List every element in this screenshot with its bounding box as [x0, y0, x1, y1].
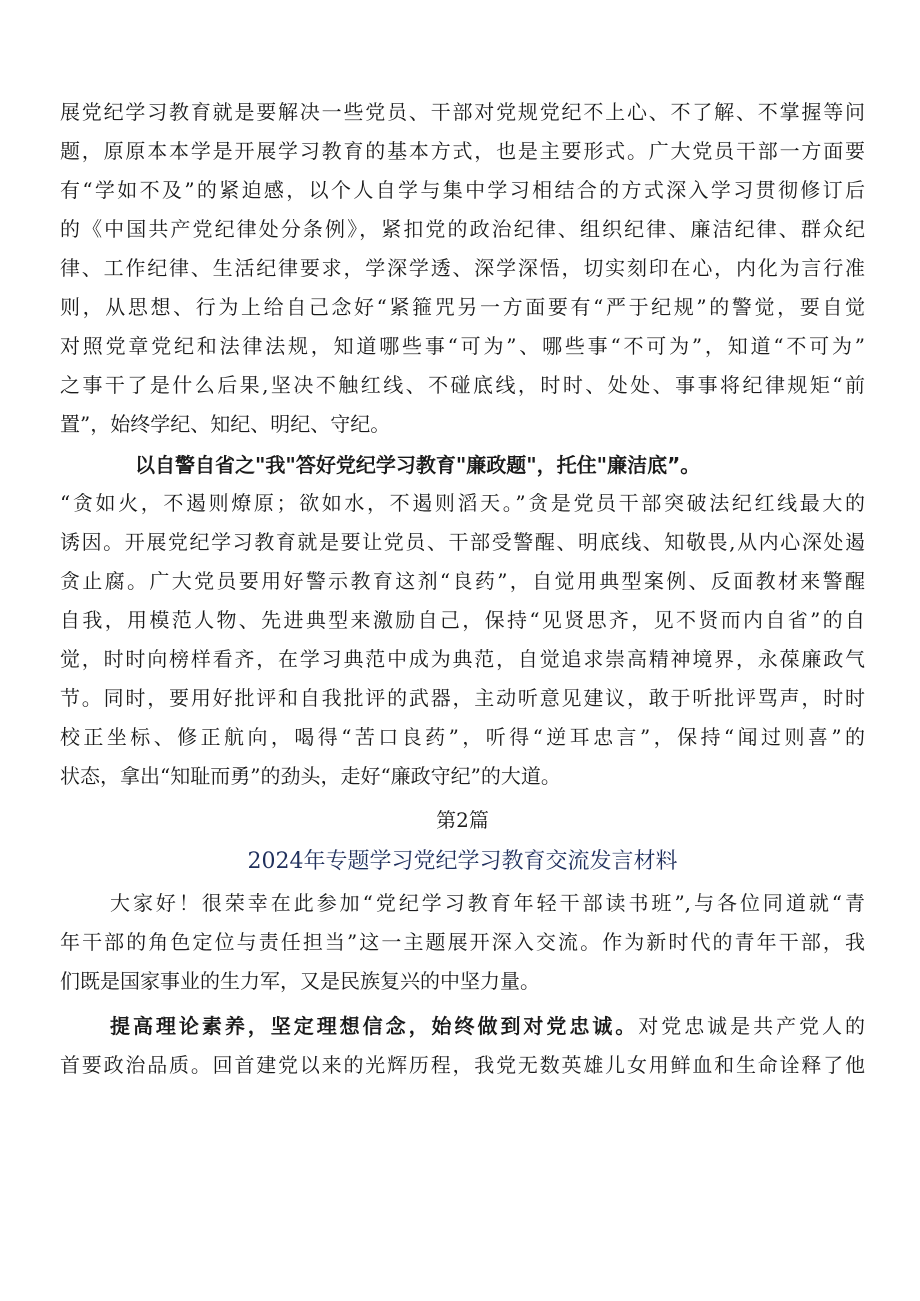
text-line: 自我，用模范人物、先进典型来激励自己，保持“见贤思齐，见不贤而内自省”的自: [60, 608, 865, 632]
text-line: 状态，拿出“知耻而勇”的劲头，走好“廉政守纪”的大道。: [60, 764, 561, 788]
text-line: 诱因。开展党纪学习教育就是要让党员、干部受警醒、明底线、知敬畏,从内心深处遏: [60, 530, 865, 554]
paragraph-study-discipline: [60, 93, 865, 444]
text-line: 觉，时时向榜样看齐，在学习典范中成为典范，自觉追求崇高精神境界，永葆廉政气: [60, 647, 865, 671]
text-line: [60, 1007, 865, 1046]
text-line: 置”，始终学纪、知纪、明纪、守纪。: [60, 412, 391, 436]
text-line: 首要政治品质。回首建党以来的光辉历程，我党无数英雄儿女用鲜血和生命诠释了他: [60, 1053, 865, 1077]
paragraph-self-warning: [60, 484, 865, 796]
text-line: 们既是国家事业的生力军，又是民族复兴的中坚力量。: [60, 969, 540, 993]
document-title: 2024年专题学习党纪学习教育交流发言材料: [247, 849, 678, 874]
text-line: 的《中国共产党纪律处分条例》，紧扣党的政治纪律、组织纪律、廉洁纪律、群众纪: [60, 217, 865, 241]
text-line: 大家好！很荣幸在此参加“党纪学习教育年轻干部读书班”,与各位同道就“青: [110, 891, 865, 915]
text-line: 校正坐标、修正航向，喝得“苦口良药”，听得“逆耳忠言”，保持“闻过则喜”的: [60, 725, 865, 749]
text-line: 有“学如不及”的紧迫感，以个人自学与集中学习相结合的方式深入学习贯彻修订后: [60, 178, 865, 202]
lead-rest: 对党忠诚是共产党人的: [638, 1014, 865, 1038]
text-line: 年干部的角色定位与责任担当”这一主题展开深入交流。作为新时代的青年干部，我: [60, 930, 865, 954]
text-line: 律、工作纪律、生活纪律要求，学深学透、深学深悟，切实刻印在心，内化为言行准: [60, 256, 865, 280]
text-line: 节。同时，要用好批评和自我批评的武器，主动听意见建议，敢于听批评骂声，时时: [60, 686, 865, 710]
text-line: 贪止腐。广大党员要用好警示教育这剂“良药”，自觉用典型案例、反面教材来警醒: [60, 569, 865, 593]
text-line: 展党纪学习教育就是要解决一些党员、干部对党规党纪不上心、不了解、不掌握等问: [60, 100, 865, 124]
text-line: 对照党章党纪和法律法规，知道哪些事“可为”、哪些事“不可为”，知道“不可为”: [60, 334, 865, 358]
paragraph-greeting: [60, 884, 865, 1001]
bold-lead: 提高理论素养，坚定理想信念，始终做到对党忠诚。: [110, 1014, 639, 1038]
chapter-label: 第2篇: [436, 808, 489, 832]
text-line: 之事干了是什么后果,坚决不触红线、不碰底线，时时、处处、事事将纪律规矩“前: [60, 373, 865, 397]
text-line: “贪如火，不遏则燎原；欲如水，不遏则滔天。”贪是党员干部突破法纪红线最大的: [60, 491, 865, 515]
text-line: 则，从思想、行为上给自己念好“紧箍咒另一方面要有“严于纪规”的警觉，要自觉: [60, 295, 865, 319]
text-line: 题，原原本本学是开展学习教育的基本方式，也是主要形式。广大党员干部一方面要: [60, 139, 865, 163]
document-page: [60, 93, 865, 1085]
paragraph-loyalty: [60, 1007, 865, 1085]
section-heading: 以自警自省之"我"答好党纪学习教育"廉政题"，托住"廉洁底”。: [135, 453, 701, 477]
